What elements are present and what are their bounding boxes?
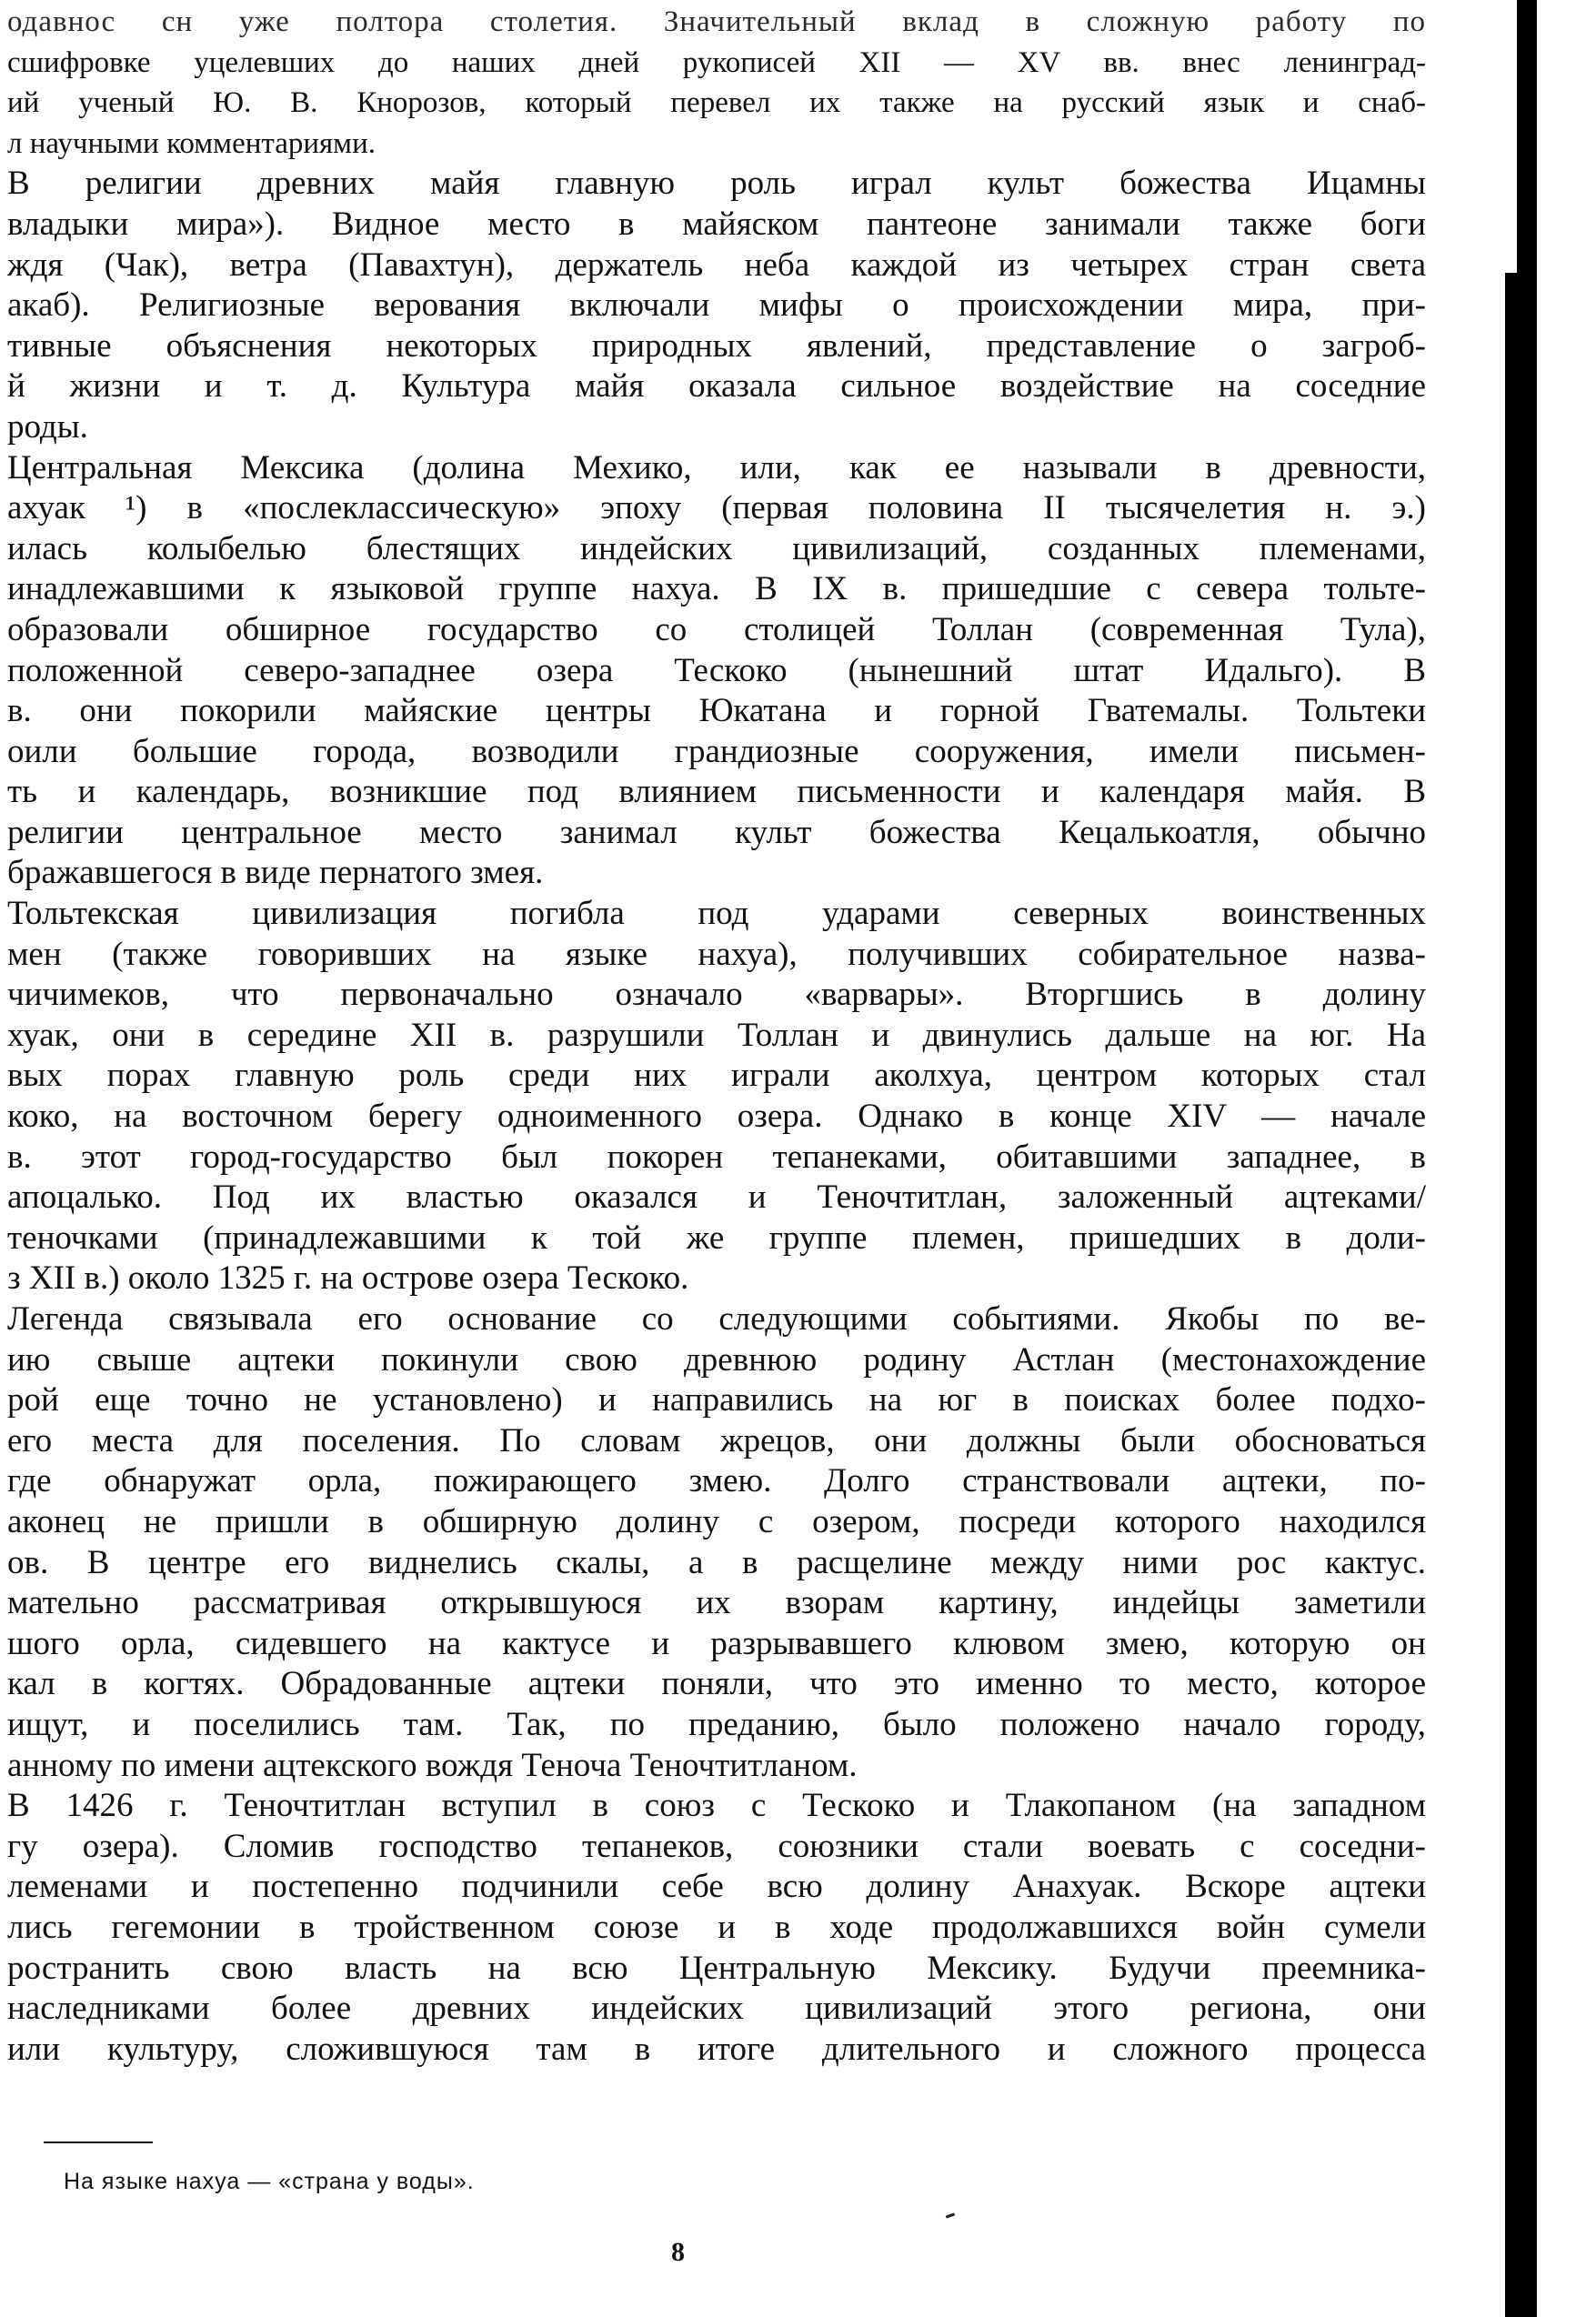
text-line: в. этот город-государство был покорен тепанеками, обитавшими западнее, в [7, 1138, 1426, 1176]
text-line: оили большие города, возводили грандиозные сооружения, имели письмен- [7, 732, 1426, 770]
text-line: й жизни и т. д. Культура майя оказала сильное воздействие на соседние [7, 367, 1426, 406]
scan-edge-shadow [1505, 273, 1518, 2317]
text-line: наследниками более древних индейских цивилизаций этого региона, они [7, 1990, 1426, 2028]
text-line: ждя (Чак), ветра (Павахтун), держатель неба каждой из четырех стран света [7, 246, 1426, 284]
text-line: кал в когтях. Обрадованные ацтеки поняли, что это именно то место, которое [7, 1665, 1426, 1703]
text-line: ов. В центре его виднелись скалы, а в расщелине между ними рос кактус. [7, 1543, 1426, 1581]
text-line: ию свыше ацтеки покинули свою древнюю родину Астлан (местонахождение [7, 1340, 1426, 1379]
text-line: в. они покорили майяские центры Юкатана и горной Гватемалы. Тольтеки [7, 692, 1426, 730]
text-line: ространить свою власть на всю Центральную Мексику. Будучи преемника- [7, 1949, 1426, 1987]
scan-artifact [946, 2212, 955, 2218]
text-line: апоцалько. Под их властью оказался и Теночтитлан, заложенный ацтеками/ [7, 1179, 1426, 1217]
text-line: ахуак ¹) в «послеклассическую» эпоху (первая половина II тысячелетия н. э.) [7, 489, 1426, 527]
text-line: лись гегемонии в тройственном союзе и в ходе продолжавшихся войн сумели [7, 1908, 1426, 1946]
page-number: 8 [671, 2237, 685, 2267]
text-line: одавнос сн уже полтора столетия. Значительный вклад в сложную работу по [7, 5, 1426, 38]
scan-edge-border [1517, 0, 1537, 2317]
text-line: В 1426 г. Теночтитлан вступил в союз с Тескоко и Тлакопаном (на западном [7, 1787, 1426, 1825]
text-line: мен (также говоривших на языке нахуа), получивших собирательное назва- [7, 935, 1426, 973]
text-line: акаб). Религиозные верования включали мифы о происхождении мира, при- [7, 286, 1426, 325]
text-line: бражавшегося в виде пернатого змея. [7, 854, 544, 892]
text-line: хуак, они в середине XII в. разрушили Толлан и двинулись дальше на юг. На [7, 1016, 1426, 1054]
text-line: тивные объяснения некоторых природных явлений, представление о загроб- [7, 326, 1426, 365]
footnote-divider [44, 2141, 153, 2143]
body-text [7, 2, 1426, 2070]
text-line: вых порах главную роль среди них играли аколхуа, центром которых стал [7, 1057, 1426, 1095]
text-line: владыки мира»). Видное место в майяском пантеоне занимали также боги [7, 205, 1426, 243]
text-line: или культуру, сложившуюся там в итоге длительного и сложного процесса [7, 2030, 1426, 2068]
footnote: На языке нахуа — «страна у воды». [64, 2169, 475, 2194]
text-line: В религии древних майя главную роль играл культ божества Ицамны [7, 165, 1426, 203]
text-line: аконец не пришли в обширную долину с озером, посреди которого находился [7, 1502, 1426, 1540]
text-line: з XII в.) около 1325 г. на острове озера Тескоко. [7, 1259, 689, 1298]
text-line: коко, на восточном берегу одноименного озера. Однако в конце XIV — начале [7, 1098, 1426, 1136]
text-line: образовали обширное государство со столицей Толлан (современная Тула), [7, 610, 1426, 648]
text-line: положенной северо-западнее озера Тескоко (нынешний штат Идальго). В [7, 651, 1426, 689]
text-line: ть и календарь, возникшие под влиянием письменности и календаря майя. В [7, 773, 1426, 811]
text-line: анному по имени ацтекского вождя Теноча Теночтитланом. [7, 1746, 858, 1784]
text-line: инадлежавшими к языковой группе нахуа. В IX в. пришедшие с севера тольте- [7, 570, 1426, 608]
text-line: сшифровке уцелевших до наших дней рукописей XII — XV вв. внес ленинград- [7, 45, 1426, 79]
text-line: гу озера). Сломив господство тепанеков, союзники стали воевать с соседни- [7, 1827, 1426, 1865]
text-line: где обнаружат орла, пожирающего змею. Долго странствовали ацтеки, по- [7, 1462, 1426, 1500]
text-line: мательно рассматривая открывшуюся их взорам картину, индейцы заметили [7, 1584, 1426, 1622]
text-line: ищут, и поселились там. Так, по преданию, было положено начало городу, [7, 1705, 1426, 1743]
text-line: рой еще точно не установлено) и направились на юг в поисках более подхо- [7, 1381, 1426, 1419]
text-line: ий ученый Ю. В. Кнорозов, который перевел их также на русский язык и снаб- [7, 86, 1426, 120]
text-line: илась колыбелью блестящих индейских цивилизаций, созданных племенами, [7, 529, 1426, 567]
text-line: религии центральное место занимал культ божества Кецалькоатля, обычно [7, 813, 1426, 851]
text-line: роды. [7, 407, 88, 446]
text-line: его места для поселения. По словам жрецов, они должны были обосноваться [7, 1421, 1426, 1459]
text-line: чичимеков, что первоначально означало «варвары». Вторгшись в долину [7, 976, 1426, 1014]
text-line: Легенда связывала его основание со следующими событиями. Якобы по ве- [7, 1300, 1426, 1338]
text-line: шого орла, сидевшего на кактусе и разрывавшего клювом змею, которую он [7, 1624, 1426, 1662]
text-line: Центральная Мексика (долина Мехико, или, как ее называли в древности, [7, 448, 1426, 486]
text-line: леменами и постепенно подчинили себе всю долину Анахуак. Вскоре ацтеки [7, 1868, 1426, 1906]
text-line: теночками (принадлежавшими к той же группе племен, пришедших в доли- [7, 1219, 1426, 1257]
text-line: Тольтекская цивилизация погибла под ударами северных воинственных [7, 895, 1426, 933]
text-line: л научными комментариями. [7, 126, 376, 160]
